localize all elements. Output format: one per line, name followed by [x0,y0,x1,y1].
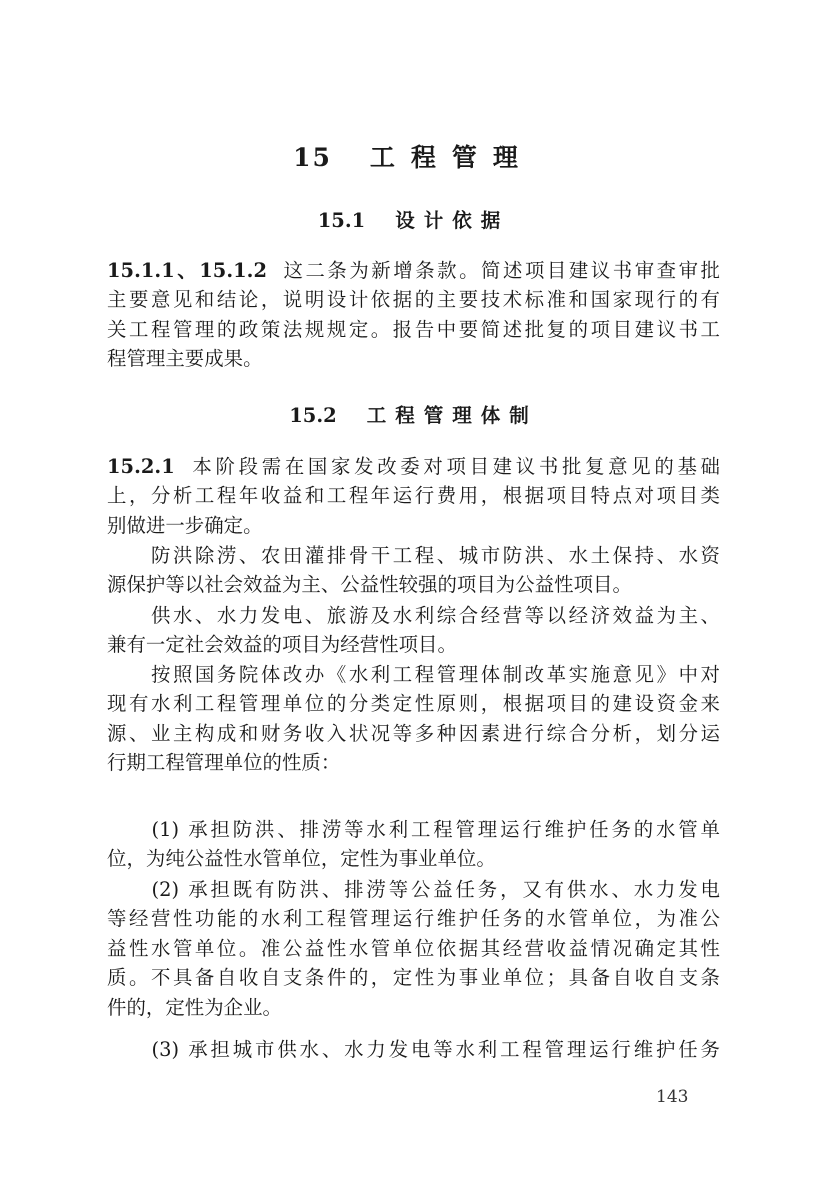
chapter-number: 15 [293,143,332,172]
paragraph-item-3 [107,1035,720,1064]
clause-number: 15.2.1 [107,455,175,478]
paragraph-line: (1) 承担防洪、排涝等水利工程管理运行维护任务的水管单 [107,818,720,841]
paragraph-item-2 [107,875,720,1022]
clause-number: 15.1.1、15.1.2 [107,259,267,282]
paragraph-line: 质。不具备自收自支条件的，定性为事业单位；具备自收自支条 [107,966,720,990]
paragraph-line: 别做进一步确定。 [107,513,263,537]
paragraph-line: 等经营性功能的水利工程管理运行维护任务的水管单位，为准公 [107,907,720,931]
paragraph-line: 防洪除涝、农田灌排骨干工程、城市防洪、水土保持、水资 [107,544,720,567]
paragraph-line: 源、业主构成和财务收入状况等多种因素进行综合分析，划分运 [107,721,720,745]
paragraph-public-welfare [107,541,720,600]
paragraph-classification [107,660,720,778]
paragraph-15-1-1 [107,256,720,374]
chapter-title [107,138,720,174]
paragraph-line: 按照国务院体改办《水利工程管理体制改革实施意见》中对 [107,663,720,686]
paragraph-line: (2) 承担既有防洪、排涝等公益任务，又有供水、水力发电 [107,878,720,901]
chapter-title-text: 工程管理 [369,143,534,172]
paragraph-line: 益性水管单位。准公益性水管单位依据其经营收益情况确定其性 [107,936,720,960]
paragraph-line: 这二条为新增条款。简述项目建议书审查审批 [281,259,720,282]
paragraph-line: 行期工程管理单位的性质： [107,751,341,775]
paragraph-15-2-1 [107,452,720,540]
section-number: 15.2 [289,404,337,427]
paragraph-line: 关工程管理的政策法规规定。报告中要简述批复的项目建议书工 [107,317,720,341]
paragraph-line: 主要意见和结论，说明设计依据的主要技术标准和国家现行的有 [107,288,720,312]
section-title-15-1 [107,205,720,233]
paragraph-line: 兼有一定社会效益的项目为经营性项目。 [107,633,457,657]
paragraph-line: 源保护等以社会效益为主、公益性较强的项目为公益性项目。 [107,573,632,597]
paragraph-line: 件的，定性为企业。 [107,995,282,1019]
paragraph-operational [107,601,720,660]
paragraph-line: (3) 承担城市供水、水力发电等水利工程管理运行维护任务 [107,1038,720,1061]
paragraph-line: 位，为纯公益性水管单位，定性为事业单位。 [107,847,496,871]
section-title-text: 工程管理体制 [366,404,538,427]
section-number: 15.1 [317,209,366,232]
page-number: 143 [656,1087,689,1107]
paragraph-line: 供水、水力发电、旅游及水利综合经营等以经济效益为主、 [107,604,720,627]
paragraph-item-1 [107,815,720,874]
paragraph-line: 现有水利工程管理单位的分类定性原则，根据项目的建设资金来 [107,692,720,716]
paragraph-line: 本阶段需在国家发改委对项目建议书批复意见的基础 [188,455,720,478]
paragraph-line: 程管理主要成果。 [107,347,263,371]
section-title-15-2 [107,400,720,428]
section-title-text: 设计依据 [395,209,510,232]
paragraph-line: 上，分析工程年收益和工程年运行费用，根据项目特点对项目类 [107,484,720,508]
